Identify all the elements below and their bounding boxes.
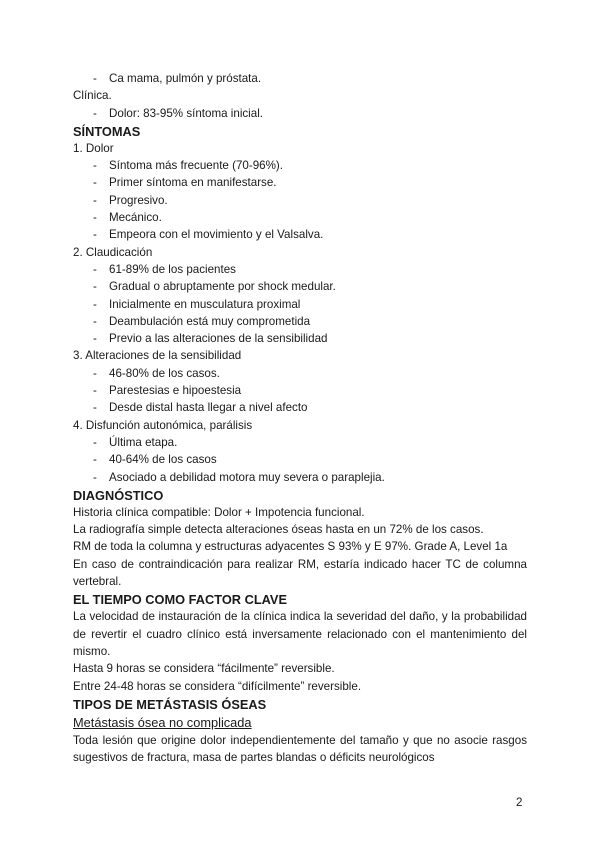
bullet-item — [73, 296, 527, 313]
bullet-item — [73, 313, 527, 330]
bullet-dash: - — [93, 453, 97, 467]
bullet-item — [73, 105, 527, 122]
bullet-item — [73, 174, 527, 191]
bullet-dash: - — [93, 366, 97, 380]
bullet-text: Parestesias e hipoestesia — [109, 384, 242, 398]
bullet-item — [73, 261, 527, 278]
section-heading: DIAGNÓSTICO — [73, 487, 164, 503]
text-line: 2. Claudicación — [73, 245, 153, 259]
bullet-text: Inicialmente en musculatura proximal — [109, 297, 301, 311]
bullet-item — [73, 226, 527, 243]
bullet-dash: - — [93, 211, 97, 225]
bullet-item — [73, 70, 527, 87]
section-heading: EL TIEMPO COMO FACTOR CLAVE — [73, 592, 288, 608]
section-heading: TIPOS DE METÁSTASIS ÓSEAS — [73, 696, 267, 712]
subsection-heading: Metástasis ósea no complicada — [73, 714, 252, 730]
bullet-dash: - — [93, 228, 97, 242]
bullet-text: Mecánico. — [109, 211, 162, 225]
bullet-text: Ca mama, pulmón y próstata. — [109, 72, 262, 85]
bullet-text: Dolor: 83-95% síntoma inicial. — [109, 106, 264, 120]
bullet-text: Progresivo. — [109, 193, 168, 207]
bullet-dash: - — [93, 435, 97, 449]
text-line: 4. Disfunción autonómica, parálisis — [73, 418, 253, 432]
bullet-item — [73, 278, 527, 295]
text-line: Entre 24-48 horas se considera “difícilmente” reversible. — [73, 679, 362, 693]
bullet-text: Última etapa. — [109, 435, 178, 449]
bullet-text: Previo a las alteraciones de la sensibilidad — [109, 332, 328, 346]
bullet-item — [73, 365, 527, 382]
bullet-text: Gradual o abruptamente por shock medular. — [109, 280, 336, 294]
bullet-text: Primer síntoma en manifestarse. — [109, 176, 277, 190]
bullet-item — [73, 382, 527, 399]
bullet-dash: - — [93, 193, 97, 207]
bullet-item — [73, 399, 527, 416]
paragraph: La velocidad de instauración de la clínica indica la severidad del daño, y la probabilidad de revertir el cuadro clínico está inversamente relacionado con el mantenimiento del mismo. — [73, 610, 527, 658]
bullet-text: Asociado a debilidad motora muy severa o paraplejia. — [109, 470, 385, 484]
text-line: 1. Dolor — [73, 141, 114, 155]
page-content — [73, 70, 527, 766]
text-line: Historia clínica compatible: Dolor + Impotencia funcional. — [73, 505, 365, 519]
bullet-text: Síntoma más frecuente (70-96%). — [109, 159, 283, 173]
bullet-dash: - — [93, 384, 97, 398]
bullet-dash: - — [93, 106, 97, 120]
bullet-dash: - — [93, 314, 97, 328]
bullet-dash: - — [93, 280, 97, 294]
bullet-item — [73, 469, 527, 486]
bullet-text: 40-64% de los casos — [109, 453, 217, 467]
text-line: Clínica. — [73, 89, 112, 103]
text-line: RM de toda la columna y estructuras adyacentes S 93% y E 97%. Grade A, Level 1a — [73, 540, 508, 554]
bullet-item — [73, 434, 527, 451]
paragraph: En caso de contraindicación para realizar RM, estaría indicado hacer TC de columna vertebral. — [73, 557, 527, 589]
bullet-item — [73, 209, 527, 226]
section-heading: SÍNTOMAS — [73, 123, 141, 139]
text-line: La radiografía simple detecta alteraciones óseas hasta en un 72% de los casos. — [73, 523, 484, 537]
bullet-dash: - — [93, 176, 97, 190]
bullet-dash: - — [93, 332, 97, 346]
bullet-dash: - — [93, 159, 97, 173]
bullet-item — [73, 451, 527, 468]
bullet-dash: - — [93, 72, 97, 85]
bullet-item — [73, 330, 527, 347]
paragraph: Toda lesión que origine dolor independientemente del tamaño y que no asocie rasgos sugestivos de fractura, masa de partes blandas o déficits neurológicos — [73, 733, 527, 765]
text-line: 3. Alteraciones de la sensibilidad — [73, 349, 242, 363]
bullet-text: Empeora con el movimiento y el Valsalva. — [109, 228, 324, 242]
bullet-dash: - — [93, 262, 97, 276]
bullet-text: 46-80% de los casos. — [109, 366, 220, 380]
bullet-dash: - — [93, 401, 97, 415]
page-number: 2 — [516, 796, 523, 809]
bullet-text: 61-89% de los pacientes — [109, 262, 236, 276]
bullet-text: Deambulación está muy comprometida — [109, 314, 311, 328]
text-line: Hasta 9 horas se considera “fácilmente” reversible. — [73, 662, 335, 676]
bullet-dash: - — [93, 470, 97, 484]
bullet-item — [73, 157, 527, 174]
bullet-item — [73, 192, 527, 209]
bullet-dash: - — [93, 297, 97, 311]
bullet-text: Desde distal hasta llegar a nivel afecto — [109, 401, 308, 415]
